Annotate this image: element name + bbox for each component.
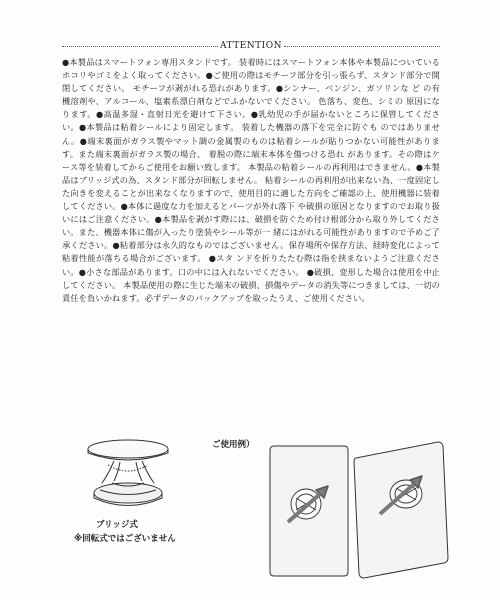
usage-step-1-illustration [262,440,352,580]
usage-step-2-illustration [350,440,450,580]
attention-body: ●本製品はスマートフォン専用スタンドです。 装着時にはスマートフォン本体や本製品についているホコリやゴミをよく取ってください。●ご使用の際はモチーフ部分を引っ張らず、スタンド部分で開閉してください。 モチーフが剥がれる恐れがあります。●シンナー、ベンジン、ガソリンな ど の有機溶剤や、アルコール、塩素系漂白剤などでふかないでください。 色落ち、変色、シミの 原因になります。●高温多湿・直射日光を避けて下さい。●乳幼児の手が届かないところに保管してください。●本製品は粘着シールにより固定します。 装着した機器の落下を完全に防ぐも のではありません。●端末裏面がガラス製やマット調の金属製のものは粘着シールが貼りつかない可能性があります。また端末裏面がガラス製の場合、 着脱の際に端末本体を傷つける恐れ があります。その際はケース等を装着してからご使用をお願い致します。 本製品の粘着シールの再利用はできません。●本製品はブリッジ式の為、スタンド部分が回転しません。 粘着シールの再利用が出来ない為、一度固定した向きを変えることが出来なくなりますので、使用目的に適した方向をご確認の上、使用機器に装着してください。●本体に過度な力を加えるとパーツが外れ落下 や破損の原因となりますのでお取り扱いにはご注意ください。●本製品を剥がす際には、破損を防ぐため付け根部分から取り外してください。また、機器本体に傷が入ったり塗装やシール等が一 緒にはがれる可能性がありますので予めご了承ください。●粘着部分は永久的なものではございません。保存場所や保存方法、経時変化によって粘着性能が落ちる場合がございます。 ●スタ ンドを折りたたむ際は指を挟まないようご注意ください。●小さな部品があります。口の中には入れないでください。 ●破損、変形した場合は使用を中止してください。 本製品使用の際に生じた端末の破損、損傷やデータの消失等につきましては、一切の責任を負いかねます。必ずデータのバックアップを取ったうえ、ご使用ください。 [62,57,440,303]
not-rotating-note: ※回転式ではございません [74,534,176,544]
attention-rule-right [284,46,440,47]
attention-header [62,38,440,54]
bridge-stand-illustration [78,435,178,515]
attention-title: ATTENTION [220,41,282,51]
usage-example-label: ご使用例） [212,440,255,450]
bridge-type-caption: ブリッジ式 [96,520,138,530]
attention-rule-left [62,46,218,47]
